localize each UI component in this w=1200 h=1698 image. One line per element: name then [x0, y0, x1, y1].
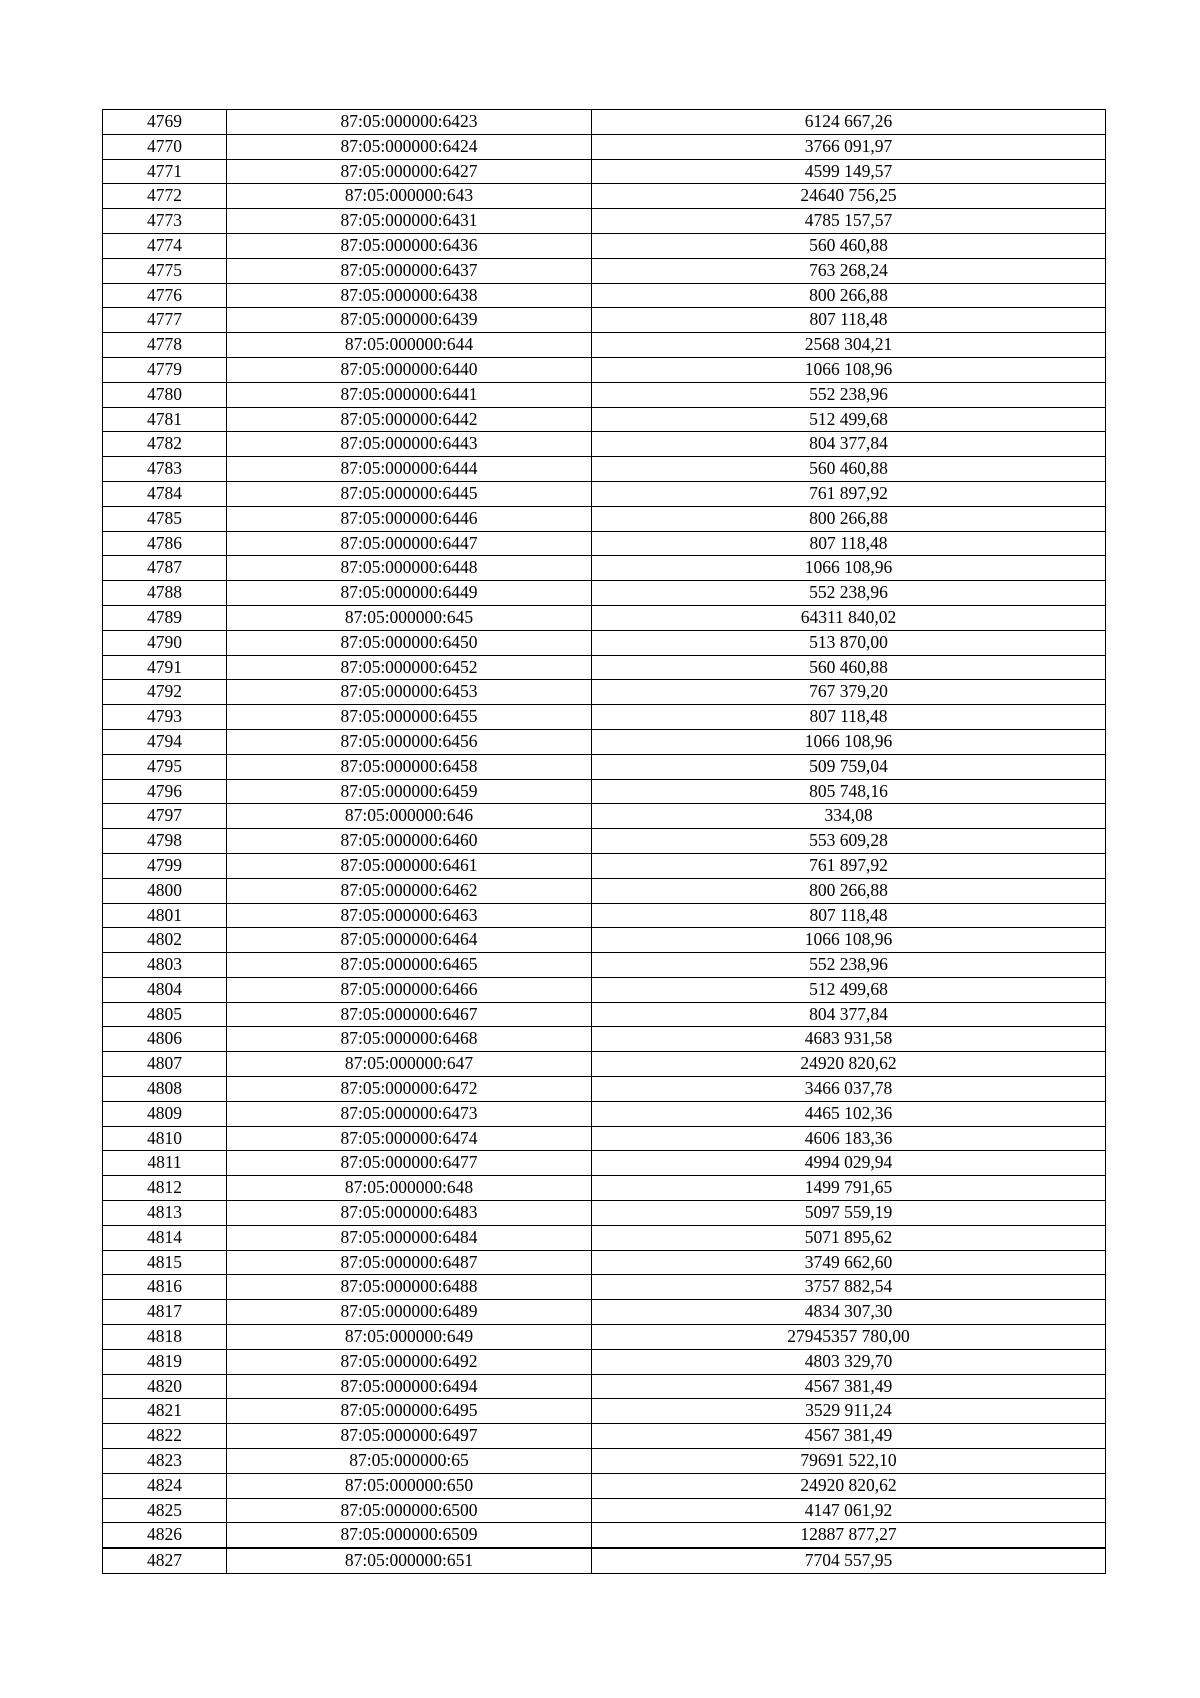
row-number-cell: 4796	[103, 779, 227, 804]
table-row	[103, 1349, 1106, 1374]
value-cell: 4465 102,36	[592, 1101, 1106, 1126]
cadastral-number-cell: 87:05:000000:6462	[227, 878, 592, 903]
cadastral-number-cell: 87:05:000000:651	[227, 1548, 592, 1573]
table-row	[103, 1275, 1106, 1300]
value-cell: 6124 667,26	[592, 110, 1106, 135]
cadastral-number-cell: 87:05:000000:6468	[227, 1027, 592, 1052]
cadastral-number-cell: 87:05:000000:6492	[227, 1349, 592, 1374]
table-row	[103, 680, 1106, 705]
value-cell: 804 377,84	[592, 1002, 1106, 1027]
row-number-cell: 4817	[103, 1300, 227, 1325]
table-row	[103, 1424, 1106, 1449]
table-row	[103, 804, 1106, 829]
row-number-cell: 4786	[103, 531, 227, 556]
cadastral-number-cell: 87:05:000000:645	[227, 605, 592, 630]
cadastral-number-cell: 87:05:000000:6474	[227, 1126, 592, 1151]
value-cell: 1499 791,65	[592, 1176, 1106, 1201]
row-number-cell: 4772	[103, 184, 227, 209]
value-cell: 767 379,20	[592, 680, 1106, 705]
cadastral-number-cell: 87:05:000000:6431	[227, 209, 592, 234]
row-number-cell: 4788	[103, 581, 227, 606]
cadastral-number-cell: 87:05:000000:6509	[227, 1523, 592, 1548]
cadastral-number-cell: 87:05:000000:6489	[227, 1300, 592, 1325]
table-row	[103, 134, 1106, 159]
row-number-cell: 4825	[103, 1498, 227, 1523]
cadastral-number-cell: 87:05:000000:6446	[227, 506, 592, 531]
table-row	[103, 209, 1106, 234]
value-cell: 805 748,16	[592, 779, 1106, 804]
value-cell: 3757 882,54	[592, 1275, 1106, 1300]
cadastral-number-cell: 87:05:000000:6483	[227, 1201, 592, 1226]
value-cell: 2568 304,21	[592, 333, 1106, 358]
table-row	[103, 1449, 1106, 1474]
value-cell: 24920 820,62	[592, 1473, 1106, 1498]
cadastral-number-cell: 87:05:000000:647	[227, 1052, 592, 1077]
table-row	[103, 655, 1106, 680]
cadastral-number-cell: 87:05:000000:648	[227, 1176, 592, 1201]
row-number-cell: 4809	[103, 1101, 227, 1126]
row-number-cell: 4769	[103, 110, 227, 135]
row-number-cell: 4816	[103, 1275, 227, 1300]
table-row	[103, 1101, 1106, 1126]
row-number-cell: 4824	[103, 1473, 227, 1498]
row-number-cell: 4823	[103, 1449, 227, 1474]
row-number-cell: 4798	[103, 829, 227, 854]
table-row	[103, 233, 1106, 258]
row-number-cell: 4783	[103, 457, 227, 482]
value-cell: 4567 381,49	[592, 1374, 1106, 1399]
cadastral-number-cell: 87:05:000000:6500	[227, 1498, 592, 1523]
row-number-cell: 4826	[103, 1523, 227, 1548]
cadastral-number-cell: 87:05:000000:6461	[227, 853, 592, 878]
row-number-cell: 4813	[103, 1201, 227, 1226]
cadastral-number-cell: 87:05:000000:6443	[227, 432, 592, 457]
row-number-cell: 4790	[103, 630, 227, 655]
cadastral-number-cell: 87:05:000000:6427	[227, 159, 592, 184]
table-row	[103, 1399, 1106, 1424]
cadastral-number-cell: 87:05:000000:6444	[227, 457, 592, 482]
cadastral-number-cell: 87:05:000000:6458	[227, 754, 592, 779]
value-cell: 800 266,88	[592, 506, 1106, 531]
row-number-cell: 4819	[103, 1349, 227, 1374]
row-number-cell: 4799	[103, 853, 227, 878]
table-row	[103, 457, 1106, 482]
table-row	[103, 1027, 1106, 1052]
cadastral-number-cell: 87:05:000000:6473	[227, 1101, 592, 1126]
cadastral-number-cell: 87:05:000000:6437	[227, 258, 592, 283]
row-number-cell: 4814	[103, 1225, 227, 1250]
table-row	[103, 506, 1106, 531]
table-row	[103, 977, 1106, 1002]
cadastral-number-cell: 87:05:000000:649	[227, 1325, 592, 1350]
table-row	[103, 630, 1106, 655]
row-number-cell: 4807	[103, 1052, 227, 1077]
table-row	[103, 1250, 1106, 1275]
table-row	[103, 779, 1106, 804]
table-row	[103, 1300, 1106, 1325]
row-number-cell: 4787	[103, 556, 227, 581]
row-number-cell: 4815	[103, 1250, 227, 1275]
cadastral-number-cell: 87:05:000000:6497	[227, 1424, 592, 1449]
value-cell: 4994 029,94	[592, 1151, 1106, 1176]
value-cell: 334,08	[592, 804, 1106, 829]
value-cell: 512 499,68	[592, 407, 1106, 432]
table-row	[103, 1473, 1106, 1498]
value-cell: 4567 381,49	[592, 1424, 1106, 1449]
value-cell: 4599 149,57	[592, 159, 1106, 184]
table-row	[103, 853, 1106, 878]
value-cell: 4803 329,70	[592, 1349, 1106, 1374]
table-row	[103, 1077, 1106, 1102]
row-number-cell: 4793	[103, 705, 227, 730]
row-number-cell: 4810	[103, 1126, 227, 1151]
value-cell: 3529 911,24	[592, 1399, 1106, 1424]
table-row	[103, 481, 1106, 506]
table-row	[103, 357, 1106, 382]
table-row	[103, 1225, 1106, 1250]
value-cell: 3766 091,97	[592, 134, 1106, 159]
value-cell: 12887 877,27	[592, 1523, 1106, 1548]
row-number-cell: 4792	[103, 680, 227, 705]
table-body	[103, 110, 1106, 1574]
value-cell: 4785 157,57	[592, 209, 1106, 234]
value-cell: 800 266,88	[592, 283, 1106, 308]
cadastral-number-cell: 87:05:000000:6484	[227, 1225, 592, 1250]
value-cell: 552 238,96	[592, 953, 1106, 978]
cadastral-number-cell: 87:05:000000:6488	[227, 1275, 592, 1300]
table-row	[103, 605, 1106, 630]
row-number-cell: 4804	[103, 977, 227, 1002]
value-cell: 79691 522,10	[592, 1449, 1106, 1474]
value-cell: 3749 662,60	[592, 1250, 1106, 1275]
table-row	[103, 1548, 1106, 1573]
value-cell: 560 460,88	[592, 655, 1106, 680]
value-cell: 807 118,48	[592, 705, 1106, 730]
row-number-cell: 4784	[103, 481, 227, 506]
table-row	[103, 382, 1106, 407]
value-cell: 1066 108,96	[592, 357, 1106, 382]
cadastral-number-cell: 87:05:000000:6453	[227, 680, 592, 705]
row-number-cell: 4821	[103, 1399, 227, 1424]
value-cell: 1066 108,96	[592, 928, 1106, 953]
table-row	[103, 1126, 1106, 1151]
cadastral-number-cell: 87:05:000000:6447	[227, 531, 592, 556]
cadastral-number-cell: 87:05:000000:6472	[227, 1077, 592, 1102]
row-number-cell: 4789	[103, 605, 227, 630]
row-number-cell: 4776	[103, 283, 227, 308]
cadastral-number-cell: 87:05:000000:6467	[227, 1002, 592, 1027]
table-row	[103, 928, 1106, 953]
row-number-cell: 4794	[103, 729, 227, 754]
cadastral-number-cell: 87:05:000000:6477	[227, 1151, 592, 1176]
row-number-cell: 4820	[103, 1374, 227, 1399]
value-cell: 552 238,96	[592, 581, 1106, 606]
row-number-cell: 4812	[103, 1176, 227, 1201]
table-row	[103, 878, 1106, 903]
value-cell: 24920 820,62	[592, 1052, 1106, 1077]
value-cell: 1066 108,96	[592, 729, 1106, 754]
row-number-cell: 4773	[103, 209, 227, 234]
table-row	[103, 407, 1106, 432]
cadastral-number-cell: 87:05:000000:6441	[227, 382, 592, 407]
value-cell: 560 460,88	[592, 457, 1106, 482]
row-number-cell: 4827	[103, 1548, 227, 1573]
value-cell: 552 238,96	[592, 382, 1106, 407]
row-number-cell: 4771	[103, 159, 227, 184]
table-row	[103, 953, 1106, 978]
table-row	[103, 1002, 1106, 1027]
row-number-cell: 4801	[103, 903, 227, 928]
table-row	[103, 110, 1106, 135]
row-number-cell: 4803	[103, 953, 227, 978]
value-cell: 807 118,48	[592, 308, 1106, 333]
value-cell: 4147 061,92	[592, 1498, 1106, 1523]
value-cell: 5097 559,19	[592, 1201, 1106, 1226]
value-cell: 4606 183,36	[592, 1126, 1106, 1151]
cadastral-number-cell: 87:05:000000:6455	[227, 705, 592, 730]
cadastral-number-cell: 87:05:000000:6450	[227, 630, 592, 655]
row-number-cell: 4806	[103, 1027, 227, 1052]
cadastral-value-table	[102, 109, 1106, 1574]
cadastral-number-cell: 87:05:000000:6456	[227, 729, 592, 754]
table-row	[103, 531, 1106, 556]
row-number-cell: 4778	[103, 333, 227, 358]
row-number-cell: 4770	[103, 134, 227, 159]
cadastral-number-cell: 87:05:000000:6448	[227, 556, 592, 581]
table-row	[103, 729, 1106, 754]
table-row	[103, 1052, 1106, 1077]
table-row	[103, 829, 1106, 854]
table-row	[103, 903, 1106, 928]
cadastral-number-cell: 87:05:000000:6439	[227, 308, 592, 333]
cadastral-number-cell: 87:05:000000:6464	[227, 928, 592, 953]
cadastral-number-cell: 87:05:000000:644	[227, 333, 592, 358]
row-number-cell: 4782	[103, 432, 227, 457]
table-row	[103, 581, 1106, 606]
value-cell: 1066 108,96	[592, 556, 1106, 581]
row-number-cell: 4777	[103, 308, 227, 333]
row-number-cell: 4802	[103, 928, 227, 953]
cadastral-number-cell: 87:05:000000:6442	[227, 407, 592, 432]
value-cell: 804 377,84	[592, 432, 1106, 457]
cadastral-number-cell: 87:05:000000:6423	[227, 110, 592, 135]
row-number-cell: 4822	[103, 1424, 227, 1449]
row-number-cell: 4780	[103, 382, 227, 407]
cadastral-number-cell: 87:05:000000:6494	[227, 1374, 592, 1399]
table-row	[103, 432, 1106, 457]
cadastral-number-cell: 87:05:000000:6466	[227, 977, 592, 1002]
value-cell: 7704 557,95	[592, 1548, 1106, 1573]
row-number-cell: 4791	[103, 655, 227, 680]
value-cell: 509 759,04	[592, 754, 1106, 779]
table-row	[103, 754, 1106, 779]
cadastral-number-cell: 87:05:000000:65	[227, 1449, 592, 1474]
table-row	[103, 258, 1106, 283]
table-row	[103, 159, 1106, 184]
value-cell: 5071 895,62	[592, 1225, 1106, 1250]
row-number-cell: 4818	[103, 1325, 227, 1350]
table-row	[103, 1151, 1106, 1176]
row-number-cell: 4775	[103, 258, 227, 283]
value-cell: 27945357 780,00	[592, 1325, 1106, 1350]
cadastral-number-cell: 87:05:000000:643	[227, 184, 592, 209]
row-number-cell: 4795	[103, 754, 227, 779]
cadastral-number-cell: 87:05:000000:6460	[227, 829, 592, 854]
cadastral-number-cell: 87:05:000000:6452	[227, 655, 592, 680]
row-number-cell: 4785	[103, 506, 227, 531]
table-row	[103, 1176, 1106, 1201]
table-row	[103, 1201, 1106, 1226]
value-cell: 560 460,88	[592, 233, 1106, 258]
value-cell: 761 897,92	[592, 481, 1106, 506]
table-row	[103, 1523, 1106, 1548]
table-row	[103, 1498, 1106, 1523]
cadastral-number-cell: 87:05:000000:6449	[227, 581, 592, 606]
table-row	[103, 308, 1106, 333]
table-row	[103, 1374, 1106, 1399]
value-cell: 4834 307,30	[592, 1300, 1106, 1325]
value-cell: 4683 931,58	[592, 1027, 1106, 1052]
row-number-cell: 4800	[103, 878, 227, 903]
value-cell: 64311 840,02	[592, 605, 1106, 630]
value-cell: 3466 037,78	[592, 1077, 1106, 1102]
row-number-cell: 4779	[103, 357, 227, 382]
table-row	[103, 184, 1106, 209]
value-cell: 807 118,48	[592, 903, 1106, 928]
cadastral-number-cell: 87:05:000000:6487	[227, 1250, 592, 1275]
value-cell: 807 118,48	[592, 531, 1106, 556]
value-cell: 512 499,68	[592, 977, 1106, 1002]
cadastral-number-cell: 87:05:000000:6436	[227, 233, 592, 258]
cadastral-number-cell: 87:05:000000:6445	[227, 481, 592, 506]
value-cell: 800 266,88	[592, 878, 1106, 903]
cadastral-number-cell: 87:05:000000:650	[227, 1473, 592, 1498]
cadastral-number-cell: 87:05:000000:6424	[227, 134, 592, 159]
value-cell: 24640 756,25	[592, 184, 1106, 209]
value-cell: 763 268,24	[592, 258, 1106, 283]
table-row	[103, 556, 1106, 581]
value-cell: 761 897,92	[592, 853, 1106, 878]
table-row	[103, 283, 1106, 308]
table-row	[103, 333, 1106, 358]
cadastral-number-cell: 87:05:000000:6465	[227, 953, 592, 978]
table-row	[103, 1325, 1106, 1350]
cadastral-number-cell: 87:05:000000:6495	[227, 1399, 592, 1424]
row-number-cell: 4774	[103, 233, 227, 258]
row-number-cell: 4797	[103, 804, 227, 829]
row-number-cell: 4805	[103, 1002, 227, 1027]
cadastral-number-cell: 87:05:000000:6463	[227, 903, 592, 928]
table-row	[103, 705, 1106, 730]
row-number-cell: 4808	[103, 1077, 227, 1102]
cadastral-number-cell: 87:05:000000:6440	[227, 357, 592, 382]
cadastral-number-cell: 87:05:000000:6438	[227, 283, 592, 308]
row-number-cell: 4781	[103, 407, 227, 432]
row-number-cell: 4811	[103, 1151, 227, 1176]
cadastral-number-cell: 87:05:000000:6459	[227, 779, 592, 804]
value-cell: 513 870,00	[592, 630, 1106, 655]
cadastral-number-cell: 87:05:000000:646	[227, 804, 592, 829]
value-cell: 553 609,28	[592, 829, 1106, 854]
